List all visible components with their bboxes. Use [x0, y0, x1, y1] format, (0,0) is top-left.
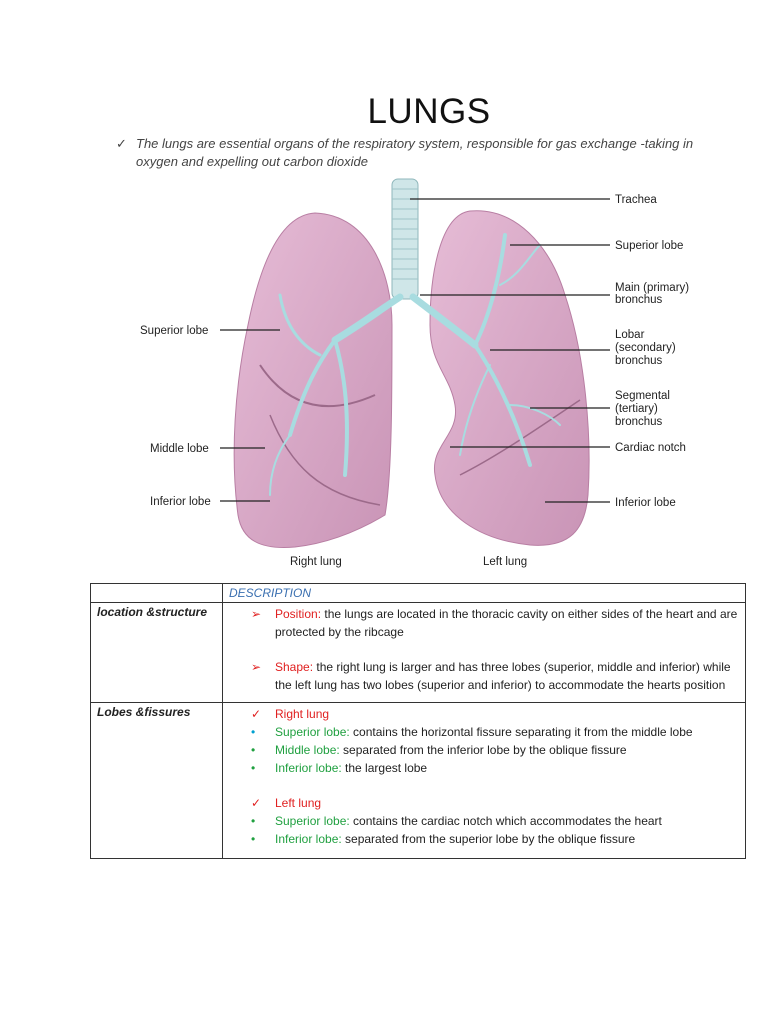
label-lobar-1: Lobar — [615, 329, 645, 341]
label-segmental-1: Segmental — [615, 390, 670, 402]
header-empty-cell — [91, 584, 223, 603]
header-cell — [223, 584, 746, 603]
arrow-bullet-icon: ➢ — [251, 607, 262, 621]
label-superior-lobe-right: Superior lobe — [140, 325, 209, 337]
lungs-diagram — [130, 175, 710, 575]
intro-paragraph — [116, 135, 696, 171]
list-item: • Inferior lobe: separated from the superior lobe by the oblique fissure — [251, 832, 636, 846]
row-content-lobes — [223, 703, 746, 859]
table-row — [91, 603, 746, 703]
row-content-location — [223, 603, 746, 703]
label-lobar-2: (secondary) — [615, 342, 676, 354]
checkmark-icon: ✓ — [251, 707, 262, 721]
bullet-icon: • — [251, 761, 256, 775]
shape-key: Shape: — [275, 660, 314, 674]
intro-text: The lungs are essential organs of the respiratory system, responsible for gas exchange -taking in oxygen and expelling out carbon dioxide — [136, 136, 694, 169]
description-header: DESCRIPTION — [229, 586, 312, 600]
bullet-icon: • — [251, 725, 256, 739]
label-inferior-lobe-right: Inferior lobe — [150, 496, 211, 508]
label-main-bronchus-2: bronchus — [615, 294, 663, 306]
table-row — [91, 703, 746, 859]
caption-left-lung: Left lung — [483, 556, 528, 568]
list-item: • Inferior lobe: the largest lobe — [251, 761, 428, 775]
shape-item — [229, 658, 739, 694]
right-lung-shape — [234, 213, 392, 548]
list-item: • Middle lobe: separated from the inferior lobe by the oblique fissure — [251, 743, 627, 757]
checkmark-icon: ✓ — [251, 796, 262, 810]
left-lung-shape — [430, 211, 589, 546]
caption-right-lung: Right lung — [290, 556, 342, 568]
label-inferior-lobe-left: Inferior lobe — [615, 497, 676, 509]
bullet-icon: • — [251, 743, 256, 757]
arrow-bullet-icon: ➢ — [251, 660, 262, 674]
row-label-lobes: Lobes &fissures — [91, 703, 223, 859]
label-main-bronchus-1: Main (primary) — [615, 282, 690, 294]
left-lung-heading: ✓ Left lung — [251, 796, 322, 810]
position-text: the lungs are located in the thoracic cavity on either sides of the heart and are protected by the ribcage — [275, 607, 738, 639]
row-label-location: location &structure — [91, 603, 223, 703]
label-cardiac-notch: Cardiac notch — [615, 442, 686, 454]
right-lung-heading: ✓ Right lung — [251, 707, 330, 721]
bullet-icon: • — [251, 832, 256, 846]
label-middle-lobe-right: Middle lobe — [150, 443, 209, 455]
label-trachea: Trachea — [615, 194, 657, 206]
description-table — [90, 583, 746, 859]
label-segmental-2: (tertiary) — [615, 403, 658, 415]
label-segmental-3: bronchus — [615, 416, 663, 428]
label-lobar-3: bronchus — [615, 355, 663, 367]
list-item: • Superior lobe: contains the cardiac notch which accommodates the heart — [251, 814, 662, 828]
checkmark-icon: ✓ — [116, 136, 127, 151]
list-item: • Superior lobe: contains the horizontal fissure separating it from the middle lobe — [251, 725, 693, 739]
shape-text: the right lung is larger and has three lobes (superior, middle and inferior) while the left lung has two lobes (superior and inferior) to accommodate the hearts position — [275, 660, 731, 692]
page-title: LUNGS — [367, 92, 491, 131]
bullet-icon: • — [251, 814, 256, 828]
position-item — [229, 605, 739, 641]
table-header-row — [91, 584, 746, 603]
position-key: Position: — [275, 607, 322, 621]
label-superior-lobe-left: Superior lobe — [615, 240, 684, 252]
